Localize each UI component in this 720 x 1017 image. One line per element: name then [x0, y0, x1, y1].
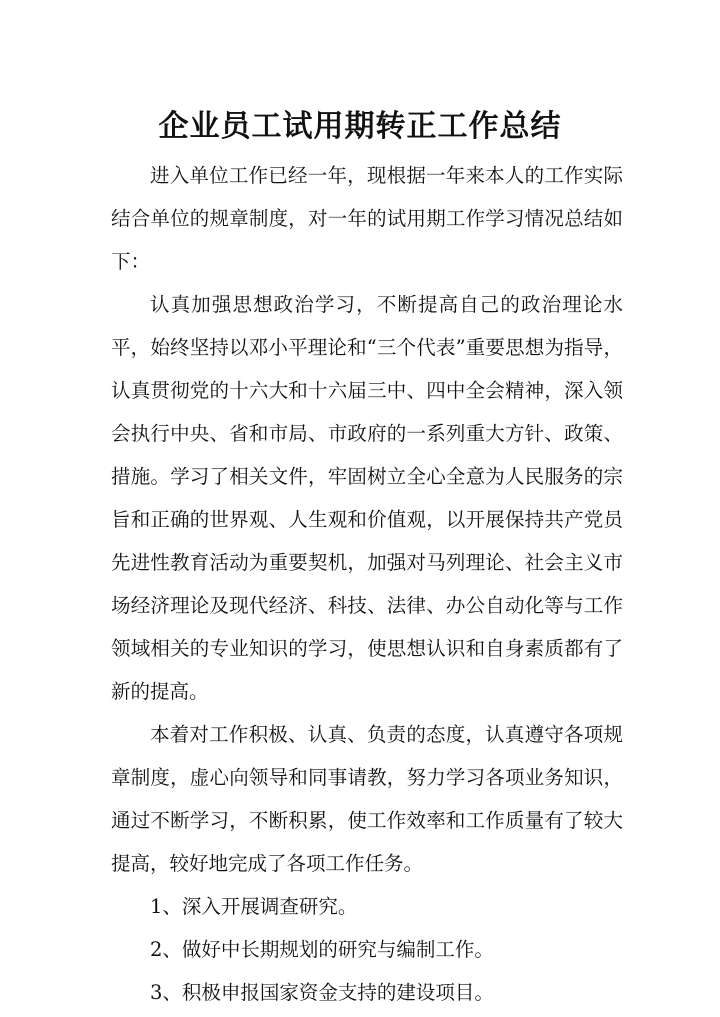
paragraph-intro: 进入单位工作已经一年，现根据一年来本人的工作实际结合单位的规章制度，对一年的试用期工作学习情况总结如下： — [111, 164, 623, 273]
paragraph-work-attitude: 本着对工作积极、认真、负责的态度，认真遵守各项规章制度，虚心向领导和同事请教，努力学习各项业务知识，通过不断学习，不断积累，使工作效率和工作质量有了较大提高，较好地完成了各项工作任务。 — [111, 723, 623, 875]
list-item-2: 2、做好中长期规划的研究与编制工作。 — [150, 938, 494, 961]
document-title: 企业员工试用期转正工作总结 — [158, 109, 562, 144]
list-item-1: 1、深入开展调查研究。 — [150, 895, 358, 918]
paragraph-political-study: 认真加强思想政治学习，不断提高自己的政治理论水平，始终坚持以邓小平理论和“三个代表”重要思想为指导，认真贯彻党的十六大和十六届三中、四中全会精神，深入领会执行中央、省和市局、市政府的一系列重大方针、政策、措施。学习了相关文件，牢固树立全心全意为人民服务的宗旨和正确的世界观、人生观和价值观，以开展保持共产党员先进性教育活动为重要契机，加强对马列理论、社会主义市场经济理论及现代经济、科技、法律、办公自动化等与工作领域相关的专业知识的学习，使思想认识和自身素质都有了新的提高。 — [111, 293, 623, 703]
list-item-3: 3、积极申报国家资金支持的建设项目。 — [150, 981, 494, 1004]
document-body — [111, 154, 623, 1014]
